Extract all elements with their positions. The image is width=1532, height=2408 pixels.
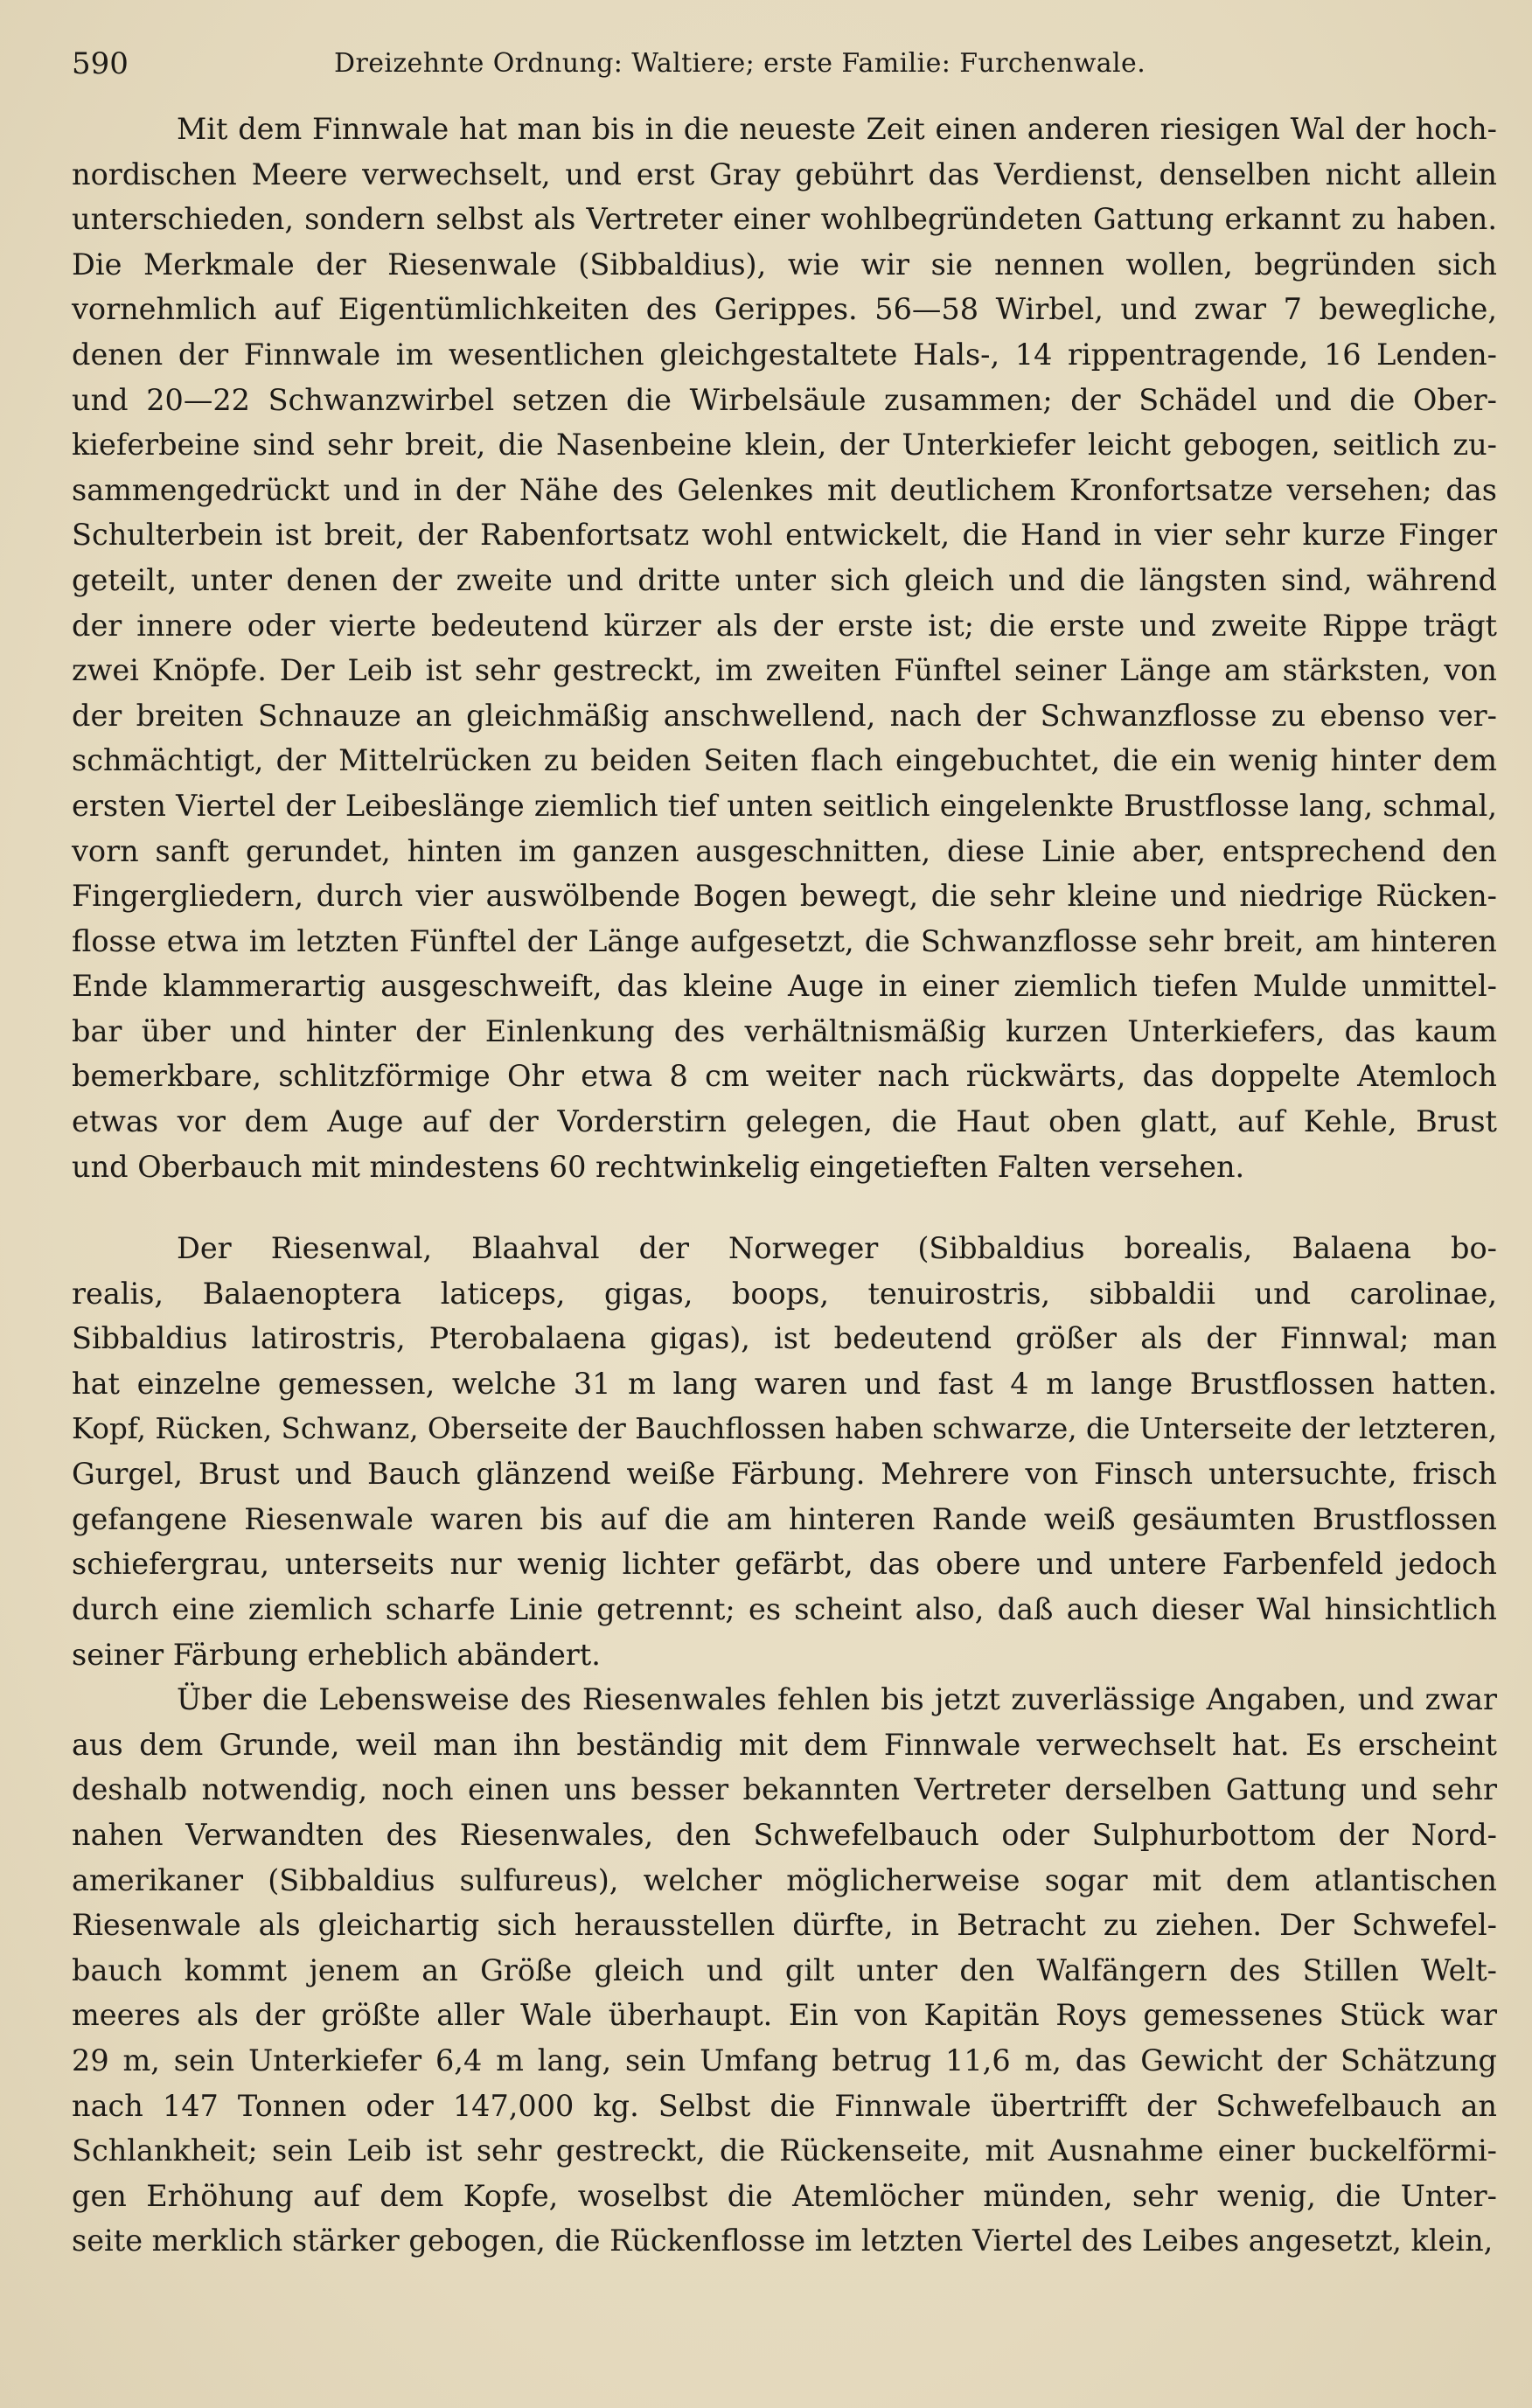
text-line: schiefergrau, unterseits nur wenig lichter gefärbt, das obere und untere Farbenfeld jedoch [72,1547,1497,1582]
text-line: amerikaner (Sibbaldius sulfureus), welcher möglicherweise sogar mit dem atlantischen [72,1862,1497,1897]
page-header [72,42,1480,86]
text-line: kieferbeine sind sehr breit, die Nasenbeine klein, der Unterkiefer leicht gebogen, seitlich zu- [72,428,1497,463]
paragraph [72,107,1497,1189]
page-number: 590 [72,46,129,81]
text-line: und 20—22 Schwanzwirbel setzen die Wirbelsäule zusammen; der Schädel und die Ober- [72,382,1497,417]
text-line: geteilt, unter denen der zweite und dritte unter sich gleich und die längsten sind, während [72,562,1497,597]
text-line: schmächtigt, der Mittelrücken zu beiden Seiten flach eingebuchtet, die ein wenig hinter dem [72,743,1497,778]
text-line: hat einzelne gemessen, welche 31 m lang waren und fast 4 m lange Brustflossen hatten. [72,1367,1497,1402]
running-head: Dreizehnte Ordnung: Waltiere; erste Familie: Furchenwale. [334,48,1146,79]
text-line: bemerkbare, schlitzförmige Ohr etwa 8 cm weiter nach rückwärts, das doppelte Atemloch [72,1059,1497,1094]
text-line: Schulterbein ist breit, der Rabenfortsatz wohl entwickelt, die Hand in vier sehr kurze Finger [72,518,1497,553]
text-line: vorn sanft gerundet, hinten im ganzen ausgeschnitten, diese Linie aber, entsprechend den [72,833,1497,868]
text-line: bauch kommt jenem an Größe gleich und gilt unter den Walfängern des Stillen Welt- [72,1952,1497,1987]
text-line: ersten Viertel der Leibeslänge ziemlich tief unten seitlich eingelenkte Brustflosse lang, schmal, [72,788,1497,823]
text-line: gen Erhöhung auf dem Kopfe, woselbst die Atemlöcher münden, sehr wenig, die Unter- [72,2178,1497,2213]
text-line: Sibbaldius latirostris, Pterobalaena gigas), ist bedeutend größer als der Finnwal; man [72,1321,1497,1356]
text-line: zwei Knöpfe. Der Leib ist sehr gestreckt, im zweiten Fünftel seiner Länge am stärksten, von [72,653,1497,688]
text-line: realis, Balaenoptera laticeps, gigas, boops, tenuirostris, sibbaldii und carolinae, [72,1276,1497,1311]
text-line: durch eine ziemlich scharfe Linie getrennt; es scheint also, daß auch dieser Wal hinsichtlich [72,1592,1497,1626]
text-line: Gurgel, Brust und Bauch glänzend weiße Färbung. Mehrere von Finsch untersuchte, frisch [72,1457,1497,1492]
paragraph [72,1226,1497,1677]
text-line: aus dem Grunde, weil man ihn beständig mit dem Finnwale verwechselt hat. Es erscheint [72,1727,1497,1762]
paragraph [72,1677,1497,2264]
text-line: Fingergliedern, durch vier auswölbende Bogen bewegt, die sehr kleine und niedrige Rücken- [72,879,1497,914]
text-line: denen der Finnwale im wesentlichen gleichgestaltete Hals-, 14 rippentragende, 16 Lenden- [72,337,1497,372]
text-line: meeres als der größte aller Wale überhaupt. Ein von Kapitän Roys gemessenes Stück war [72,1998,1497,2033]
text-line: Riesenwale als gleichartig sich herausstellen dürfte, in Betracht zu ziehen. Der Schwefel- [72,1908,1497,1943]
text-line: der breiten Schnauze an gleichmäßig anschwellend, nach der Schwanzflosse zu ebenso ver- [72,698,1497,733]
text-line: Schlankheit; sein Leib ist sehr gestreckt, die Rückenseite, mit Ausnahme einer buckelförmi- [72,2133,1497,2168]
text-line: Mit dem Finnwale hat man bis in die neueste Zeit einen anderen riesigen Wal der hoch- [177,112,1497,146]
text-line: Der Riesenwal, Blaahval der Norweger (Sibbaldius borealis, Balaena bo- [177,1231,1497,1266]
text-line: Ende klammerartig ausgeschweift, das kleine Auge in einer ziemlich tiefen Mulde unmittel- [72,969,1497,1004]
text-line: und Oberbauch mit mindestens 60 rechtwinkelig eingetieften Falten versehen. [72,1149,1245,1184]
text-line: nach 147 Tonnen oder 147,000 kg. Selbst die Finnwale übertrifft der Schwefelbauch an [72,2088,1497,2123]
text-line: vornehmlich auf Eigentümlichkeiten des Gerippes. 56—58 Wirbel, und zwar 7 bewegliche, [72,292,1497,327]
text-line: etwas vor dem Auge auf der Vorderstirn gelegen, die Haut oben glatt, auf Kehle, Brust [72,1104,1497,1139]
text-line: seiner Färbung erheblich abändert. [72,1637,601,1672]
text-line: bar über und hinter der Einlenkung des verhältnismäßig kurzen Unterkiefers, das kaum [72,1013,1497,1048]
text-line: Kopf, Rücken, Schwanz, Oberseite der Bauchflossen haben schwarze, die Unterseite der letzteren, [72,1411,1498,1445]
text-line: deshalb notwendig, noch einen uns besser bekannten Vertreter derselben Gattung und sehr [72,1772,1497,1807]
text-line: nahen Verwandten des Riesenwales, den Schwefelbauch oder Sulphurbottom der Nord- [72,1817,1497,1852]
body-text [72,107,1497,2264]
text-line: seite merklich stärker gebogen, die Rückenflosse im letzten Viertel des Leibes angesetzt, klein, [72,2224,1494,2258]
text-line: nordischen Meere verwechselt, und erst Gray gebührt das Verdienst, denselben nicht allein [72,157,1497,191]
text-line: 29 m, sein Unterkiefer 6,4 m lang, sein Umfang betrug 11,6 m, das Gewicht der Schätzung [72,2043,1497,2077]
text-line: der innere oder vierte bedeutend kürzer als der erste ist; die erste und zweite Rippe trägt [72,608,1497,643]
text-line: unterschieden, sondern selbst als Vertreter einer wohlbegründeten Gattung erkannt zu haben. [72,202,1497,237]
text-line: sammengedrückt und in der Nähe des Gelenkes mit deutlichem Kronfortsatze versehen; das [72,472,1497,507]
text-line: Über die Lebensweise des Riesenwales fehlen bis jetzt zuverlässige Angaben, und zwar [177,1682,1497,1717]
text-line: gefangene Riesenwale waren bis auf die am hinteren Rande weiß gesäumten Brustflossen [72,1501,1497,1536]
text-line: Die Merkmale der Riesenwale (Sibbaldius), wie wir sie nennen wollen, begründen sich [72,247,1497,282]
text-line: flosse etwa im letzten Fünftel der Länge aufgesetzt, die Schwanzflosse sehr breit, am hinteren [72,923,1497,958]
